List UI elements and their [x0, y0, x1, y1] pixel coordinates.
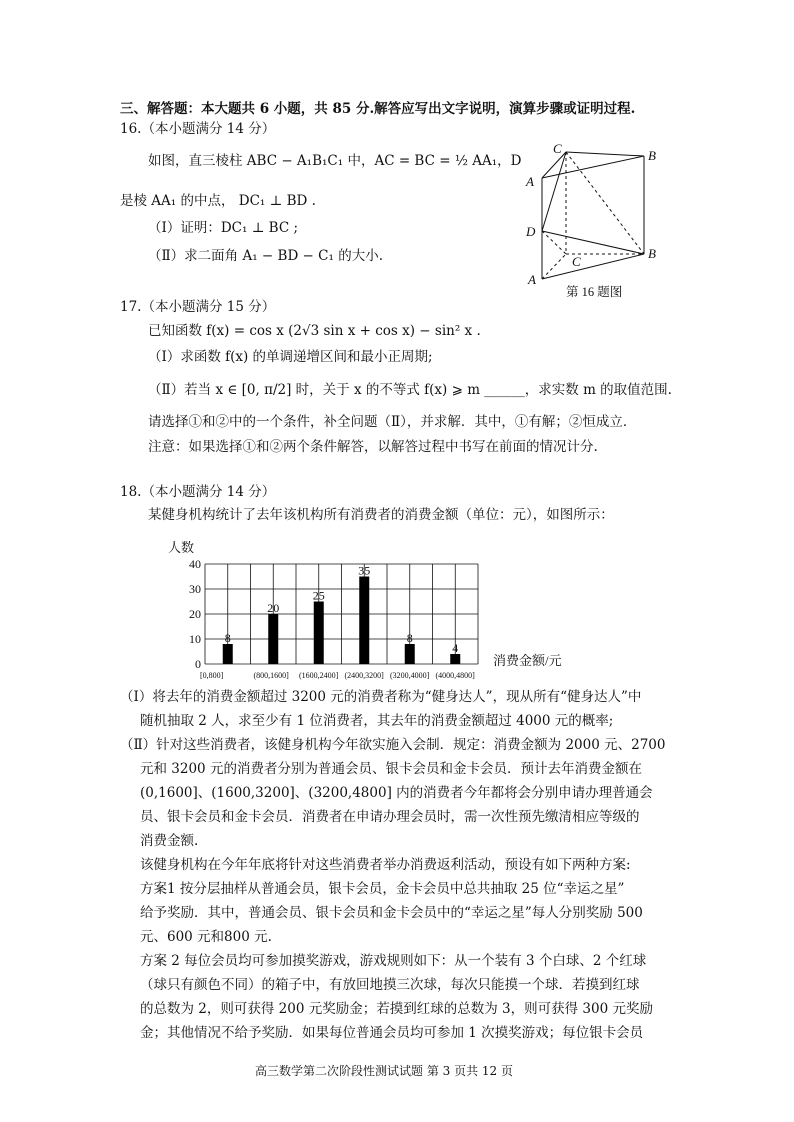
x-tick-2: (1600,2400]: [299, 671, 339, 680]
label-c1: C: [553, 141, 562, 156]
figure-caption: 第 16 题图: [566, 285, 623, 298]
bar-value-2: 25: [312, 588, 325, 603]
page-footer: 高三数学第二次阶段性测试试题 第 3 页共 12 页: [255, 1064, 513, 1078]
consumption-bar-chart: [150, 532, 580, 682]
q17-instruction: 请选择①和②中的一个条件，补全问题（Ⅱ），并求解．其中，①有解；②恒成立．: [148, 414, 637, 430]
q17-function: 已知函数 f(x) = cos x (2√3 sin x + cos x) − sin² x .: [148, 323, 481, 339]
x-tick-5: (4000,4800]: [435, 671, 475, 680]
q18-plan-line3: 给予奖励．其中，普通会员、银卡会员和金卡会员中的“幸运之星”每人分别奖励 500: [140, 905, 643, 921]
q18-plan-line1: 该健身机构在今年年底将针对这些消费者举办消费返利活动，预设有如下两种方案:: [140, 857, 631, 873]
x-tick-1: (800,1600]: [253, 671, 289, 680]
q18-part2-line1: （Ⅱ）针对这些消费者，该健身机构今年欲实施入会制．规定：消费金额为 2000 元、2700: [120, 737, 666, 753]
segment-dc: [542, 231, 566, 254]
x-tick-4: (3200,4000]: [390, 671, 430, 680]
x-tick-0: [0,800]: [200, 671, 224, 680]
y-tick-10: 10: [189, 632, 201, 646]
section-heading: 三、解答题：本大题共 6 小题，共 85 分.解答应写出文字说明，演算步骤或证明过程.: [120, 101, 636, 117]
q16-header: 16.（本小题满分 14 分）: [120, 121, 276, 137]
q17-part2: （Ⅱ）若当 x ∈ [0, π/2] 时，关于 x 的不等式 f(x) ⩾ m ______，求实数 m 的取值范围.: [148, 382, 672, 398]
bar-value-1: 20: [267, 601, 280, 615]
q18-part2-line3: (0,1600]、(1600,3200]、(3200,4800] 内的消费者今年都将会分别申请办理普通会: [140, 785, 653, 801]
bar-5: [450, 654, 460, 664]
q18-part2-line4: 员、银卡会员和金卡会员．消费者在申请办理会员时，需一次性预先缴清相应等级的: [140, 809, 640, 825]
q18-plan-line7: 的总数为 2，则可获得 200 元奖励金；若摸到红球的总数为 3，则可获得 300 元奖励: [140, 1001, 653, 1017]
q18-plan-line8: 金；其他情况不给予奖励．如果每位普通会员均可参加 1 次摸奖游戏；每位银卡会员: [140, 1025, 644, 1041]
bar-4: [405, 644, 415, 664]
label-b: B: [648, 246, 656, 261]
prism-figure: [520, 138, 670, 298]
bar-value-0: 8: [224, 631, 231, 645]
label-a1: A: [526, 174, 534, 189]
bar-2: [314, 602, 324, 665]
x-tick-3: (2400,3200]: [344, 671, 384, 680]
q18-header: 18.（本小题满分 14 分）: [120, 484, 276, 500]
bar-3: [359, 577, 369, 665]
bar-value-5: 4: [452, 641, 459, 655]
q17-note: 注意：如果选择①和②两个条件解答，以解答过程中书写在前面的情况计分.: [148, 439, 598, 455]
segment-dc1: [542, 152, 566, 231]
q16-part1: （Ⅰ）证明：DC₁ ⊥ BC ;: [148, 220, 299, 236]
label-b1: B: [648, 148, 656, 163]
bar-value-3: 35: [358, 563, 371, 578]
q18-part2-line2: 元和 3200 元的消费者分别为普通会员、银卡会员和金卡会员．预计去年消费金额在: [140, 761, 642, 777]
q16-stem-line1: 如图，直三棱柱 ABC − A₁B₁C₁ 中，AC = BC = ½ AA₁，D: [148, 153, 522, 169]
edge-ac: [542, 254, 566, 279]
chart-ylabel: 人数: [168, 540, 195, 555]
y-tick-20: 20: [189, 607, 201, 621]
label-c: C: [572, 254, 581, 269]
y-tick-40: 40: [189, 557, 201, 571]
q18-part1-line2: 随机抽取 2 人，求至少有 1 位消费者，其去年的消费金额超过 4000 元的概率;: [140, 713, 614, 729]
q18-part2-line5: 消费金额.: [140, 833, 199, 849]
bar-1: [268, 614, 278, 664]
q18-intro: 某健身机构统计了去年该机构所有消费者的消费金额（单位：元），如图所示：: [148, 507, 614, 523]
bar-0: [223, 644, 233, 664]
q18-plan-line5: 方案 2 每位会员均可参加摸奖游戏，游戏规则如下：从一个装有 3 个白球、2 个红球: [140, 953, 647, 969]
edge-ab: [542, 254, 644, 279]
q16-stem-line2: 是棱 AA₁ 的中点， DC₁ ⊥ BD .: [120, 193, 316, 209]
y-tick-30: 30: [189, 582, 201, 596]
q18-plan-line2: 方案1 按分层抽样从普通会员，银卡会员，金卡会员中总共抽取 25 位“幸运之星”: [140, 881, 625, 897]
y-tick-0: 0: [195, 657, 201, 671]
q17-part1: （Ⅰ）求函数 f(x) 的单调递增区间和最小正周期;: [148, 349, 433, 365]
label-a: A: [528, 272, 536, 287]
q16-part2: （Ⅱ）求二面角 A₁ − BD − C₁ 的大小.: [148, 248, 383, 264]
edge-c1b1: [566, 152, 644, 156]
q18-plan-line4: 元、600 元和800 元.: [140, 929, 272, 945]
edge-a1b1: [542, 156, 644, 178]
q18-part1-line1: （Ⅰ）将去年的消费金额超过 3200 元的消费者称为“健身达人”，现从所有“健身达人”中: [120, 689, 642, 705]
q17-header: 17.（本小题满分 15 分）: [120, 299, 276, 315]
bar-value-4: 8: [406, 631, 413, 645]
q18-plan-line6: （球只有颜色不同）的箱子中，有放回地摸三次球，每次只能摸一个球．若摸到红球: [140, 977, 640, 993]
chart-xlabel: 消费金额/元: [493, 653, 562, 668]
label-d: D: [526, 224, 536, 239]
